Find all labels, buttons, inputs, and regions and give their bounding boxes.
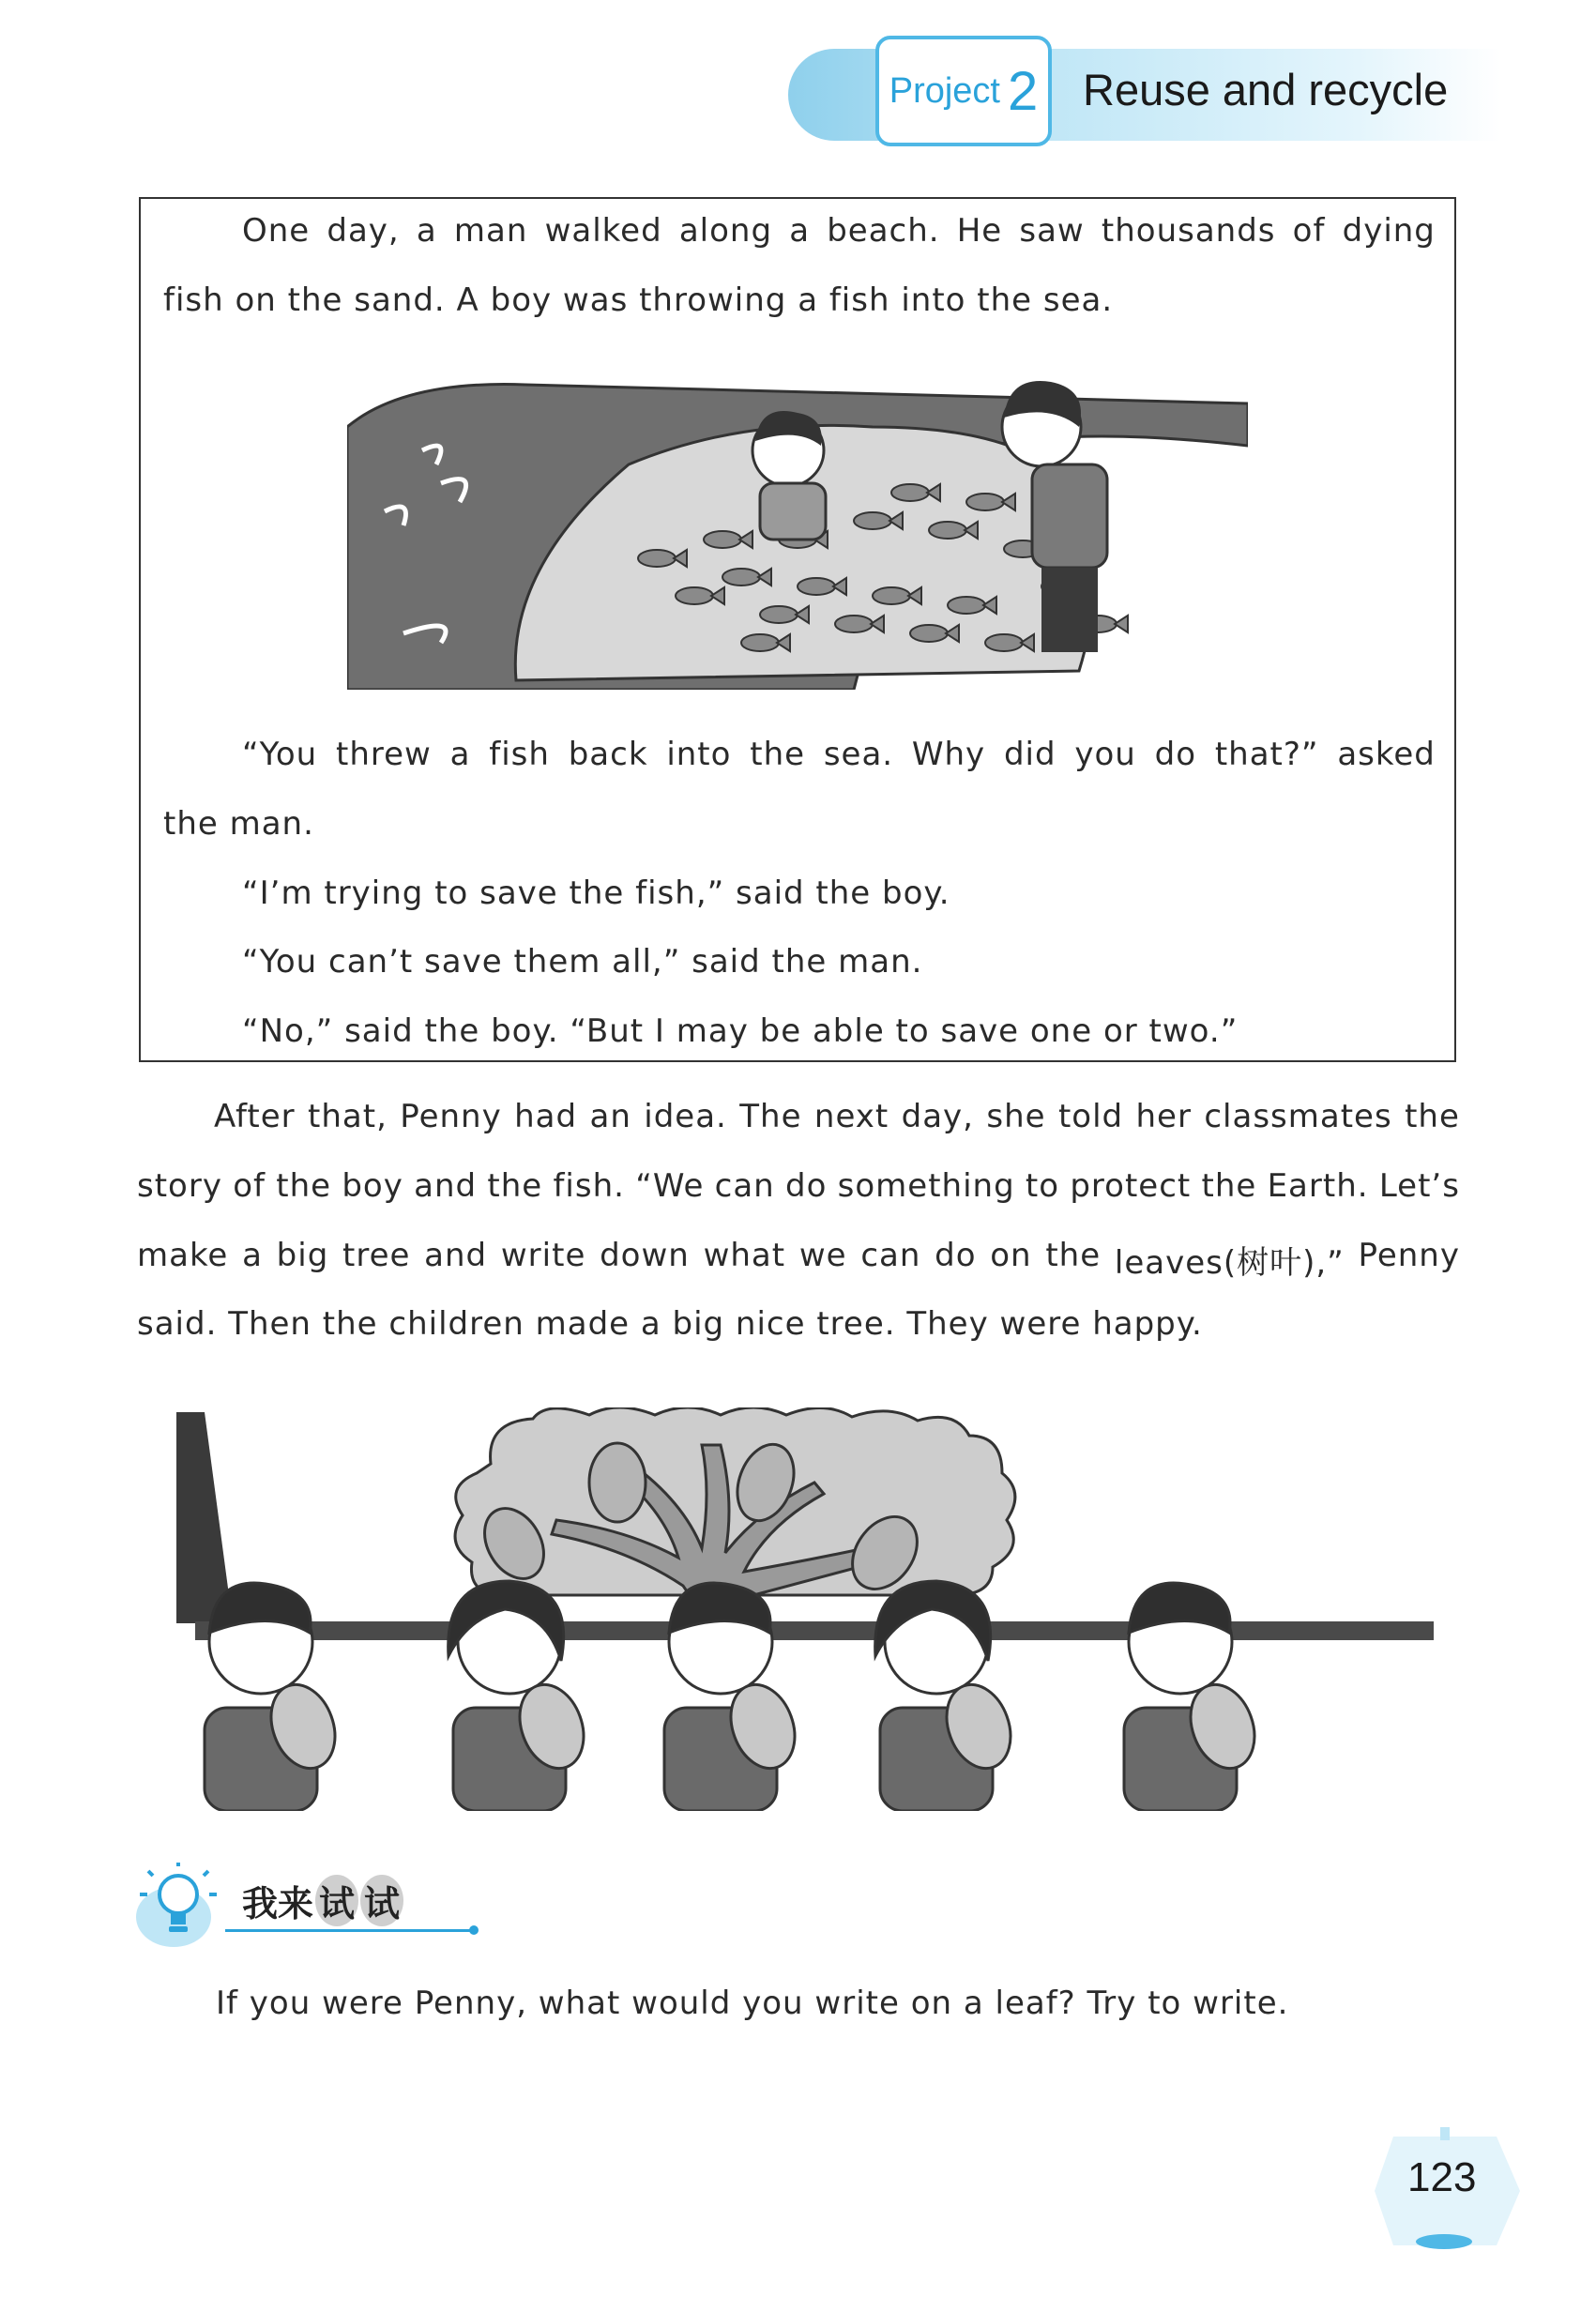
word: asked bbox=[1337, 736, 1436, 773]
word: down bbox=[600, 1237, 690, 1274]
paragraph-line-2 bbox=[137, 1167, 1460, 1205]
word: the bbox=[1045, 1237, 1102, 1274]
dialog-line-4: “No,” said the boy. “But I may be able to save one or two.” bbox=[242, 1012, 1239, 1050]
word: big bbox=[276, 1237, 329, 1274]
word: the bbox=[1405, 1098, 1460, 1135]
word: After bbox=[214, 1098, 296, 1135]
word: had bbox=[514, 1098, 578, 1135]
word: a bbox=[416, 212, 437, 250]
word: make bbox=[137, 1237, 229, 1274]
word: threw bbox=[336, 736, 432, 773]
word: Earth. bbox=[1267, 1167, 1369, 1205]
word: on bbox=[990, 1237, 1032, 1274]
word: the bbox=[1201, 1167, 1257, 1205]
fish-shape bbox=[760, 606, 798, 623]
word: tree bbox=[342, 1237, 411, 1274]
project-number: 2 bbox=[1008, 60, 1039, 122]
word: a bbox=[789, 212, 811, 250]
fish-shape bbox=[676, 587, 713, 604]
word: do bbox=[784, 1167, 828, 1205]
word: something bbox=[837, 1167, 1015, 1205]
word: can bbox=[860, 1237, 921, 1274]
word: “We bbox=[635, 1167, 705, 1205]
word: saw bbox=[1019, 212, 1085, 250]
word: told bbox=[1057, 1098, 1124, 1135]
word: Penny bbox=[1358, 1237, 1460, 1274]
word: that?” bbox=[1214, 736, 1319, 773]
word: do bbox=[935, 1237, 977, 1274]
fish-shape bbox=[873, 587, 910, 604]
word: the bbox=[750, 736, 806, 773]
word: along bbox=[678, 212, 773, 250]
word: back bbox=[568, 736, 648, 773]
paragraph-line-1 bbox=[214, 1098, 1460, 1135]
word: did bbox=[1003, 736, 1056, 773]
try-it-heading-b: 试 bbox=[315, 1875, 358, 1926]
word: and bbox=[424, 1237, 488, 1274]
word: thousands bbox=[1101, 212, 1276, 250]
try-it-instruction: If you were Penny, what would you write on a leaf? Try to write. bbox=[216, 1985, 1289, 2022]
fish-shape bbox=[948, 597, 985, 614]
word: dying bbox=[1342, 212, 1436, 250]
word: she bbox=[986, 1098, 1046, 1135]
word: of bbox=[233, 1167, 266, 1205]
project-label: Project bbox=[889, 70, 1000, 111]
beach-illustration bbox=[347, 361, 1248, 690]
boy-body bbox=[760, 483, 826, 540]
word: beach. bbox=[827, 212, 940, 250]
word: He bbox=[956, 212, 1003, 250]
word: an bbox=[589, 1098, 631, 1135]
word: a bbox=[449, 736, 471, 773]
story-line-1 bbox=[242, 212, 1436, 250]
paragraph-line-3 bbox=[137, 1237, 1460, 1283]
fish-shape bbox=[741, 634, 779, 651]
project-tag bbox=[875, 36, 1052, 146]
fish-shape bbox=[929, 522, 966, 539]
word: day, bbox=[327, 212, 400, 250]
word: Why bbox=[911, 736, 986, 773]
lightbulb-icon bbox=[136, 1863, 220, 1949]
dialog-line-1-cont: the man. bbox=[163, 805, 314, 843]
try-it-heading-a: 我来 bbox=[242, 1883, 314, 1924]
word: sea. bbox=[823, 736, 894, 773]
fish-shape bbox=[798, 578, 835, 595]
word: we bbox=[798, 1237, 847, 1274]
word: man bbox=[453, 212, 528, 250]
fish-shape bbox=[966, 494, 1004, 510]
man-body bbox=[1032, 464, 1107, 568]
word: story bbox=[137, 1167, 222, 1205]
word: do bbox=[1154, 736, 1197, 773]
word: of bbox=[1292, 212, 1326, 250]
page-number: 123 bbox=[1407, 2154, 1477, 2200]
fish-shape bbox=[835, 616, 873, 632]
unit-title: Reuse and recycle bbox=[1083, 65, 1449, 114]
word: you bbox=[1074, 736, 1136, 773]
word: “You bbox=[242, 736, 318, 773]
word: to bbox=[1025, 1167, 1060, 1205]
word: what bbox=[703, 1237, 786, 1274]
word: fish. bbox=[553, 1167, 625, 1205]
word: write bbox=[500, 1237, 586, 1274]
word: Penny bbox=[400, 1098, 502, 1135]
word: next bbox=[813, 1098, 889, 1135]
fish-shape bbox=[704, 531, 741, 548]
word: The bbox=[739, 1098, 802, 1135]
word: classmates bbox=[1204, 1098, 1392, 1135]
fish-shape bbox=[910, 625, 948, 642]
fish-tail bbox=[1115, 616, 1128, 632]
story-line-2: fish on the sand. A boy was throwing a fish into the sea. bbox=[163, 281, 1114, 319]
word: that, bbox=[308, 1098, 388, 1135]
man-legs bbox=[1041, 568, 1098, 652]
word: the bbox=[487, 1167, 543, 1205]
word: leaves(树叶),” bbox=[1114, 1244, 1345, 1282]
fish-shape bbox=[891, 484, 929, 501]
try-it-underline-dot bbox=[469, 1925, 479, 1935]
word: into bbox=[666, 736, 732, 773]
fish-shape bbox=[985, 634, 1023, 651]
word: and bbox=[414, 1167, 478, 1205]
word: a bbox=[242, 1237, 263, 1274]
try-it-underline bbox=[225, 1929, 474, 1932]
fish-shape bbox=[638, 550, 676, 567]
word: can bbox=[714, 1167, 775, 1205]
dialog-line-1 bbox=[242, 736, 1436, 773]
tree-illustration bbox=[176, 1407, 1434, 1811]
fish-shape bbox=[722, 569, 760, 586]
word: boy bbox=[342, 1167, 403, 1205]
word: walked bbox=[544, 212, 662, 250]
word: fish bbox=[489, 736, 550, 773]
word: her bbox=[1135, 1098, 1192, 1135]
word: idea. bbox=[644, 1098, 727, 1135]
word: Let’s bbox=[1378, 1167, 1460, 1205]
try-it-heading bbox=[242, 1875, 403, 1926]
word: protect bbox=[1070, 1167, 1192, 1205]
dialog-line-2: “I’m trying to save the fish,” said the boy. bbox=[242, 875, 950, 912]
word: the bbox=[276, 1167, 332, 1205]
word: One bbox=[242, 212, 311, 250]
fish-shape bbox=[854, 512, 891, 529]
try-it-heading-c: 试 bbox=[360, 1875, 403, 1926]
paragraph-line-4: said. Then the children made a big nice tree. They were happy. bbox=[137, 1305, 1203, 1343]
word: day, bbox=[901, 1098, 974, 1135]
dialog-line-3: “You can’t save them all,” said the man. bbox=[242, 943, 923, 981]
